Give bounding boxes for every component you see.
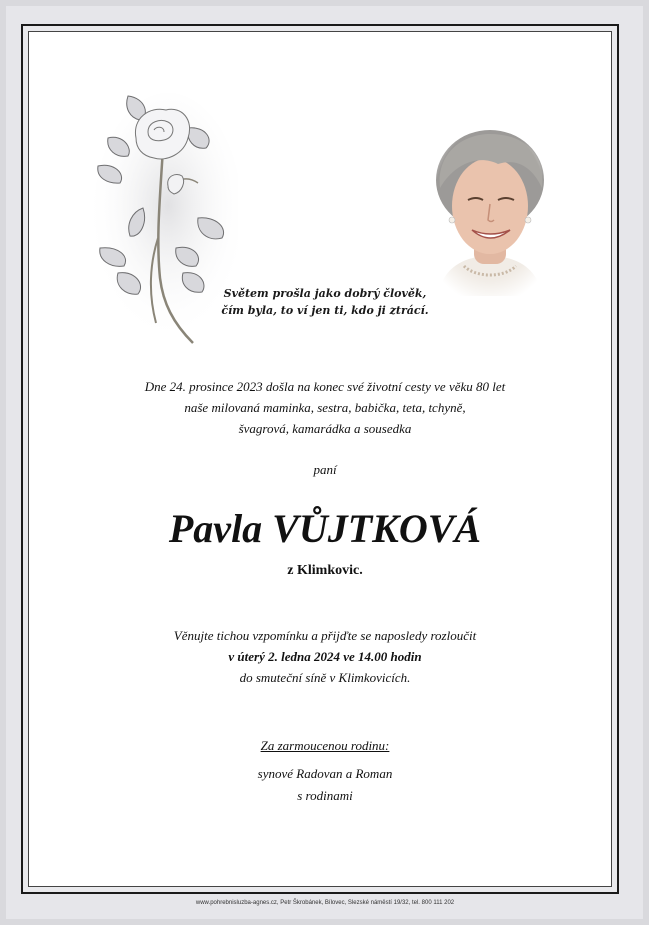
announcement-line-1: Dne 24. prosince 2023 došla na konec své životní cesty ve věku 80 let — [144, 379, 506, 394]
honorific-title: paní — [313, 462, 337, 477]
deceased-origin: z Klimkovic. — [287, 563, 363, 578]
ceremony-location: do smuteční síně v Klimkovicích. — [239, 670, 411, 685]
mourners-line-1: synové Radovan a Roman — [257, 766, 393, 781]
announcement-line-2: naše milovaná maminka, sestra, babička, teta, tchyně, — [184, 400, 466, 415]
mourning-family — [60, 735, 590, 807]
funeral-service-footer: www.pohrebnisluzba-agnes.cz, Petr Škrobánek, Bílovec, Slezské náměstí 19/32, tel. 800 111 202 — [195, 900, 455, 906]
portrait-photo — [428, 128, 552, 296]
mourners-line-2: s rodinami — [297, 788, 353, 803]
motto-line-2: čím byla, to ví jen ti, kdo ji ztrácí. — [221, 304, 429, 317]
death-announcement — [60, 376, 590, 439]
ceremony-date-time: v úterý 2. ledna 2024 ve 14.00 hodin — [228, 649, 422, 664]
rose-illustration — [88, 88, 238, 348]
motto-line-1: Světem prošla jako dobrý člověk, — [223, 287, 427, 300]
deceased-name: Pavla VŮJTKOVÁ — [168, 506, 482, 551]
memorial-motto — [220, 285, 430, 319]
funeral-ceremony-info — [60, 625, 590, 688]
announcement-line-3: švagrová, kamarádka a sousedka — [238, 421, 412, 436]
mourners-heading: Za zarmoucenou rodinu: — [260, 738, 390, 753]
ceremony-line-1: Věnujte tichou vzpomínku a přijďte se naposledy rozloučit — [173, 628, 477, 643]
